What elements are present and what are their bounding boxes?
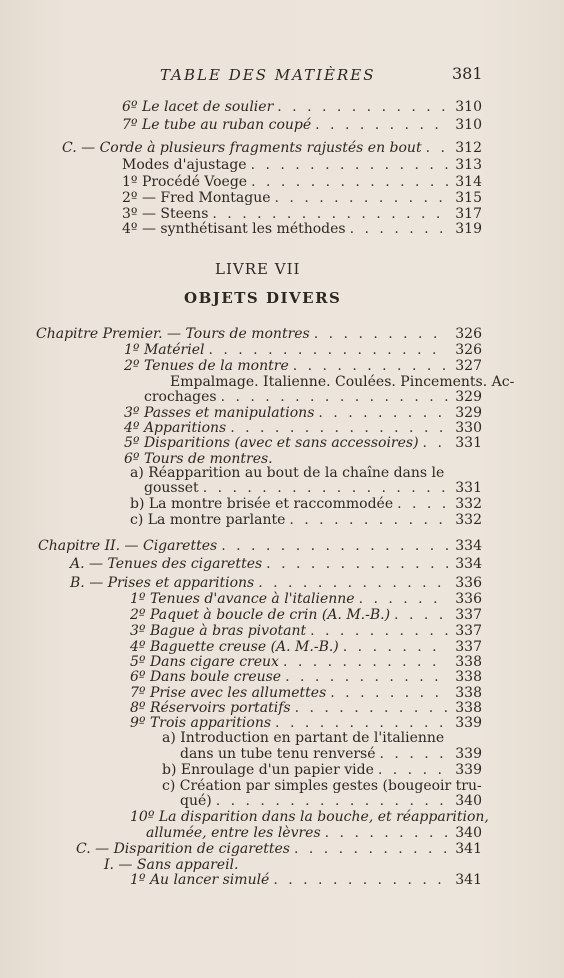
toc-entry: dans un tube tenu renversé . . . 339 — [180, 744, 482, 764]
toc-entry: b) La montre brisée et raccommodée . . . 332 — [130, 494, 482, 514]
toc-entry: 5º Disparitions (avec et sans accessoires) . . . 331 — [124, 433, 482, 453]
toc-entry: A. — Tenues des cigarettes . . . 334 — [70, 554, 482, 574]
toc-entry: 5º Dans cigare creux . . . 338 — [130, 652, 482, 672]
toc-entry: Modes d'ajustage . . . 313 — [122, 155, 482, 175]
toc-entry: 4º — synthétisant les méthodes . . . 319 — [122, 219, 482, 239]
toc-entry: I. — Sans appareil. — [104, 857, 239, 873]
toc-entry: 6º Dans boule creuse . . . 338 — [130, 667, 482, 687]
toc-entry: qué) . . . 340 — [180, 791, 482, 811]
toc-entry: a) Réapparition au bout de la chaîne dans le — [130, 465, 445, 481]
running-header-title: TABLE DES MATIÈRES — [160, 66, 376, 84]
toc-entry: 6º Tours de montres. — [124, 451, 273, 467]
toc-entry: c) La montre parlante . . . 332 — [130, 510, 482, 530]
toc-entry: 2º Tenues de la montre . . . 327 — [124, 356, 482, 376]
toc-entry: crochages . . . 329 — [144, 387, 482, 407]
toc-entry: a) Introduction en partant de l'italienne — [162, 730, 445, 746]
toc-entry: 4º Baguette creuse (A. M.-B.) . . . 337 — [130, 637, 482, 657]
chapter-heading: Chapitre II. — Cigarettes . . . 334 — [38, 536, 482, 556]
toc-entry: C. — Corde à plusieurs fragments rajustés en bout . . . 312 — [62, 138, 482, 158]
toc-entry: 2º — Fred Montague . . . 315 — [122, 188, 482, 208]
toc-entry-continuation: Empalmage. Italienne. Coulées. Pincements. Ac- — [170, 374, 515, 390]
toc-entry: 6º Le lacet de soulier . . . 310 — [122, 97, 482, 117]
toc-entry: 4º Apparitions . . . 330 — [124, 418, 482, 438]
page-number: 381 — [452, 64, 483, 83]
toc-entry: gousset . . . 331 — [144, 478, 482, 498]
toc-entry: allumée, entre les lèvres . . . 340 — [146, 823, 482, 843]
chapter-heading: Chapitre Premier. — Tours de montres . . . 326 — [36, 324, 482, 344]
toc-entry: 3º Passes et manipulations . . . 329 — [124, 403, 482, 423]
toc-entry: 3º — Steens . . . 317 — [122, 204, 482, 224]
toc-entry: 1º Procédé Voege . . . 314 — [122, 172, 482, 192]
toc-entry: C. — Disparition de cigarettes . . . 341 — [76, 839, 482, 859]
book-part-heading: LIVRE VII — [215, 260, 301, 278]
toc-entry: 9º Trois apparitions . . . 339 — [130, 713, 482, 733]
toc-entry: 3º Bague à bras pivotant . . . 337 — [130, 621, 482, 641]
toc-entry: 10º La disparition dans la bouche, et réapparition, — [130, 809, 489, 825]
toc-entry: 1º Au lancer simulé . . . 341 — [130, 870, 482, 890]
toc-entry: 8º Réservoirs portatifs . . . 338 — [130, 698, 482, 718]
toc-entry: c) Création par simples gestes (bougeoir tru- — [162, 778, 482, 794]
toc-entry: b) Enroulage d'un papier vide . . . 339 — [162, 760, 482, 780]
toc-entry: 7º Prise avec les allumettes . . . 338 — [130, 683, 482, 703]
toc-entry: 1º Matériel . . . 326 — [124, 340, 482, 360]
toc-entry: 1º Tenues d'avance à l'italienne . . . 336 — [130, 589, 482, 609]
toc-entry: 2º Paquet à boucle de crin (A. M.-B.) . . . 337 — [130, 605, 482, 625]
toc-entry: B. — Prises et apparitions . . . 336 — [70, 573, 482, 593]
section-title: OBJETS DIVERS — [184, 289, 342, 307]
toc-entry: 7º Le tube au ruban coupé . . . 310 — [122, 115, 482, 135]
